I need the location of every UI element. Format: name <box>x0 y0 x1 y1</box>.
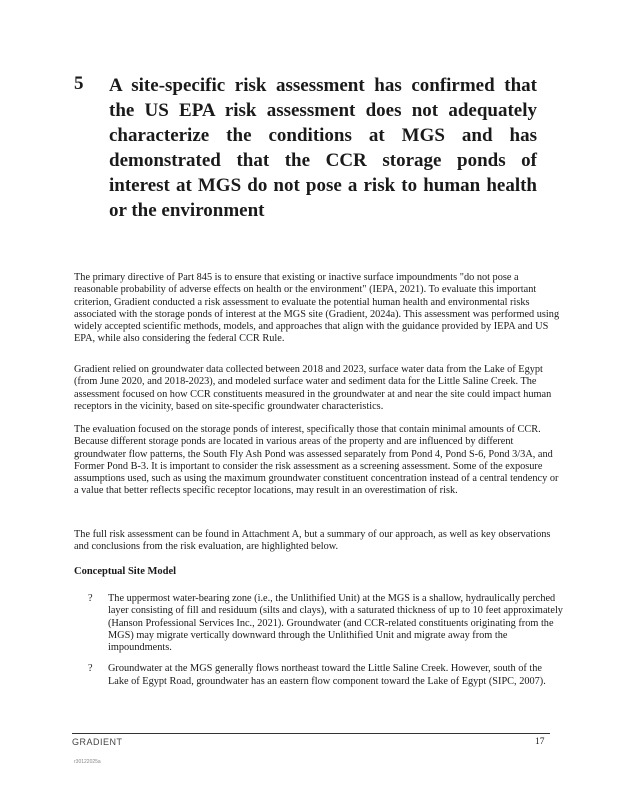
page-number: 17 <box>535 737 545 747</box>
bullet-list <box>88 593 564 697</box>
bullet-text: Groundwater at the MGS generally flows northeast toward the Little Saline Creek. However, south of the Lake of Egypt Road, groundwater has an eastern flow component toward the Lake of Egypt (SIPC, 2007). <box>108 663 546 687</box>
paragraph: The full risk assessment can be found in Attachment A, but a summary of our approach, as well as key observations and conclusions from the risk evaluation, are highlighted below. <box>74 529 551 553</box>
company-logo: GRADIENT <box>72 737 123 747</box>
subheading: Conceptual Site Model <box>74 566 177 577</box>
bullet-text: The uppermost water-bearing zone (i.e., the Unlithified Unit) at the MGS is a shallow, hydraulically perched layer consisting of fill and residuum (silts and clays), with a saturated thickness of up to 10 feet approximately (Hanson Professional Services Inc., 2021). Groundwater (and CCR-related constituents originating from the MGS) may migrate vertically downward through the Unlithified Unit and migrate away from the impoundments. <box>108 593 563 654</box>
list-item <box>88 593 564 654</box>
paragraph: The primary directive of Part 845 is to ensure that existing or inactive surface impoundments "do not pose a reasonable probability of adverse effects on health or the environment" (IEPA, 2021). To evaluate this important criterion, Gradient conducted a risk assessment to evaluate the potential human health and environmental risks associated with the storage ponds of interest at the MGS site (Gradient, 2024a). This assessment was performed using widely accepted scientific methods, models, and approaches that align with the guidance provided by IEPA and US EPA, while also considering the federal CCR Rule. <box>74 272 560 345</box>
section-number: 5 <box>74 73 84 94</box>
footer-divider <box>72 733 550 734</box>
bullet-marker: ? <box>88 593 93 604</box>
paragraph: Gradient relied on groundwater data collected between 2018 and 2023, surface water data from the Lake of Egypt (from June 2020, and 2018-2023), and modeled surface water and sediment data for the Little Saline Creek. The assessment focused on how CCR constituents measured in the groundwater at and near the site could impact human receptors in the vicinity, based on site-specific groundwater characteristics. <box>74 364 552 412</box>
list-item <box>88 663 564 688</box>
document-code: r30122025a <box>74 759 101 765</box>
section-title: A site-specific risk assessment has confirmed that the US EPA risk assessment does not adequately characterize the conditions at MGS and has demonstrated that the CCR storage ponds of interest at MGS do not pose a risk to human health or the environment <box>109 75 537 221</box>
bullet-marker: ? <box>88 663 93 675</box>
paragraph: The evaluation focused on the storage ponds of interest, specifically those that contain minimal amounts of CCR. Because different storage ponds are located in various areas of the property and are influenced by different groundwater flow patterns, the South Fly Ash Pond was assessed separately from Pond 4, Pond S-6, Pond 3/3A, and Former Pond B-3. It is important to consider the risk assessment as a screening assessment. Some of the exposure assumptions used, such as using the maximum groundwater constituent concentration instead of a central tendency or a value that better reflects specific receptor locations, may result in an overestimation of risk. <box>74 424 559 497</box>
